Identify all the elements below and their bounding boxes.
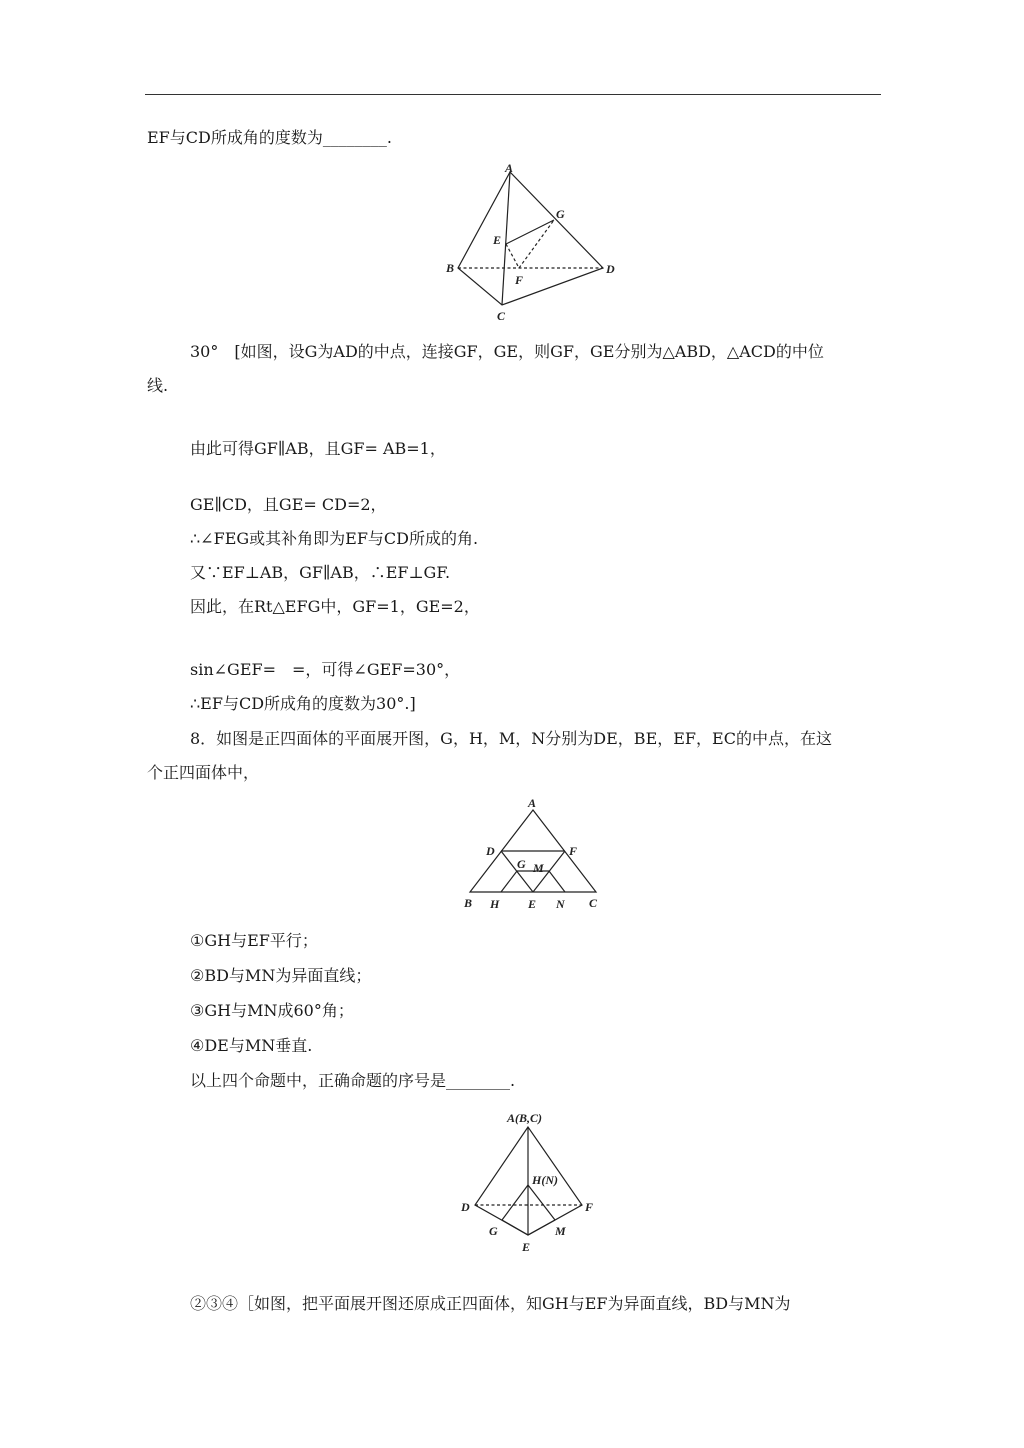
solid-label-A: A(B,C) bbox=[507, 1111, 543, 1125]
net-label-A: A bbox=[528, 796, 537, 810]
label-G: G bbox=[556, 207, 565, 221]
solid-label-F: F bbox=[585, 1200, 594, 1214]
answer-paragraph-1-cont: 线. bbox=[147, 376, 169, 395]
label-C: C bbox=[497, 309, 506, 323]
label-E: E bbox=[493, 233, 502, 247]
edge-AC bbox=[502, 172, 510, 305]
label-F: F bbox=[515, 273, 524, 287]
solution-step-3: ∴∠FEG或其补角即为EF与CD所成的角. bbox=[190, 529, 479, 548]
header-rule bbox=[145, 94, 881, 95]
solution-step-2: GE∥CD，且GE= CD=2， bbox=[190, 495, 387, 514]
tetrahedron-solid-figure bbox=[455, 1105, 615, 1255]
solid-label-H: H(N) bbox=[532, 1173, 558, 1187]
option-3: ③GH与MN成60°角； bbox=[190, 1001, 354, 1020]
option-1: ①GH与EF平行； bbox=[190, 931, 318, 950]
solid-segment-M-E bbox=[528, 1220, 555, 1235]
option-4: ④DE与MN垂直. bbox=[190, 1036, 313, 1055]
net-label-G: G bbox=[517, 857, 526, 871]
problem8-stem-line-2: 个正四面体中， bbox=[147, 763, 260, 782]
net-label-D: D bbox=[486, 844, 495, 858]
question-tail: EF与CD所成角的度数为________. bbox=[147, 128, 392, 147]
label-A: A bbox=[505, 161, 514, 175]
answer-paragraph-1: 30° [如图，设G为AD的中点，连接GF，GE，则GF，GE分别为△ABD，△ACD的中位 bbox=[190, 342, 824, 361]
label-D: D bbox=[606, 262, 615, 276]
net-label-E: E bbox=[528, 897, 537, 911]
segment-EF-hidden bbox=[506, 244, 519, 268]
net-label-F: F bbox=[569, 844, 578, 858]
segment-FG-hidden bbox=[519, 220, 554, 268]
solution-step-4: 又∵EF⊥AB，GF∥AB，∴EF⊥GF. bbox=[190, 563, 451, 582]
problem8-stem-line-1: 8．如图是正四面体的平面展开图，G，H，M，N分别为DE，BE，EF，EC的中点，在这 bbox=[190, 729, 832, 748]
problem8-answer-line: ②③④［如图，把平面展开图还原成正四面体，知GH与EF为异面直线，BD与MN为 bbox=[190, 1294, 791, 1313]
solid-label-G: G bbox=[489, 1224, 498, 1238]
net-label-C: C bbox=[589, 896, 598, 910]
problem8-prompt: 以上四个命题中，正确命题的序号是________. bbox=[190, 1071, 516, 1090]
option-2: ②BD与MN为异面直线； bbox=[190, 966, 372, 985]
net-label-N: N bbox=[556, 897, 565, 911]
net-label-M: M bbox=[533, 861, 544, 875]
tetra1-outline bbox=[458, 172, 603, 305]
solid-label-M: M bbox=[555, 1224, 566, 1238]
solution-step-1: 由此可得GF∥AB，且GF= AB=1， bbox=[190, 439, 446, 458]
solution-step-7: ∴EF与CD所成角的度数为30°.] bbox=[190, 694, 416, 713]
net-label-H: H bbox=[490, 897, 500, 911]
tetrahedron-figure-1 bbox=[440, 160, 630, 325]
solid-segment-G-E bbox=[502, 1220, 528, 1235]
tetrahedron-net-figure bbox=[458, 795, 608, 915]
net-segment-HG bbox=[501, 871, 517, 892]
solid-label-E: E bbox=[522, 1240, 531, 1254]
solution-step-6: sin∠GEF= =，可得∠GEF=30°， bbox=[190, 660, 461, 679]
segment-EG bbox=[506, 220, 554, 244]
solid-label-D: D bbox=[461, 1200, 470, 1214]
solution-step-5: 因此，在Rt△EFG中，GF=1，GE=2， bbox=[190, 597, 480, 616]
label-B: B bbox=[446, 261, 455, 275]
net-segment-NM bbox=[549, 871, 565, 892]
net-label-B: B bbox=[464, 896, 473, 910]
